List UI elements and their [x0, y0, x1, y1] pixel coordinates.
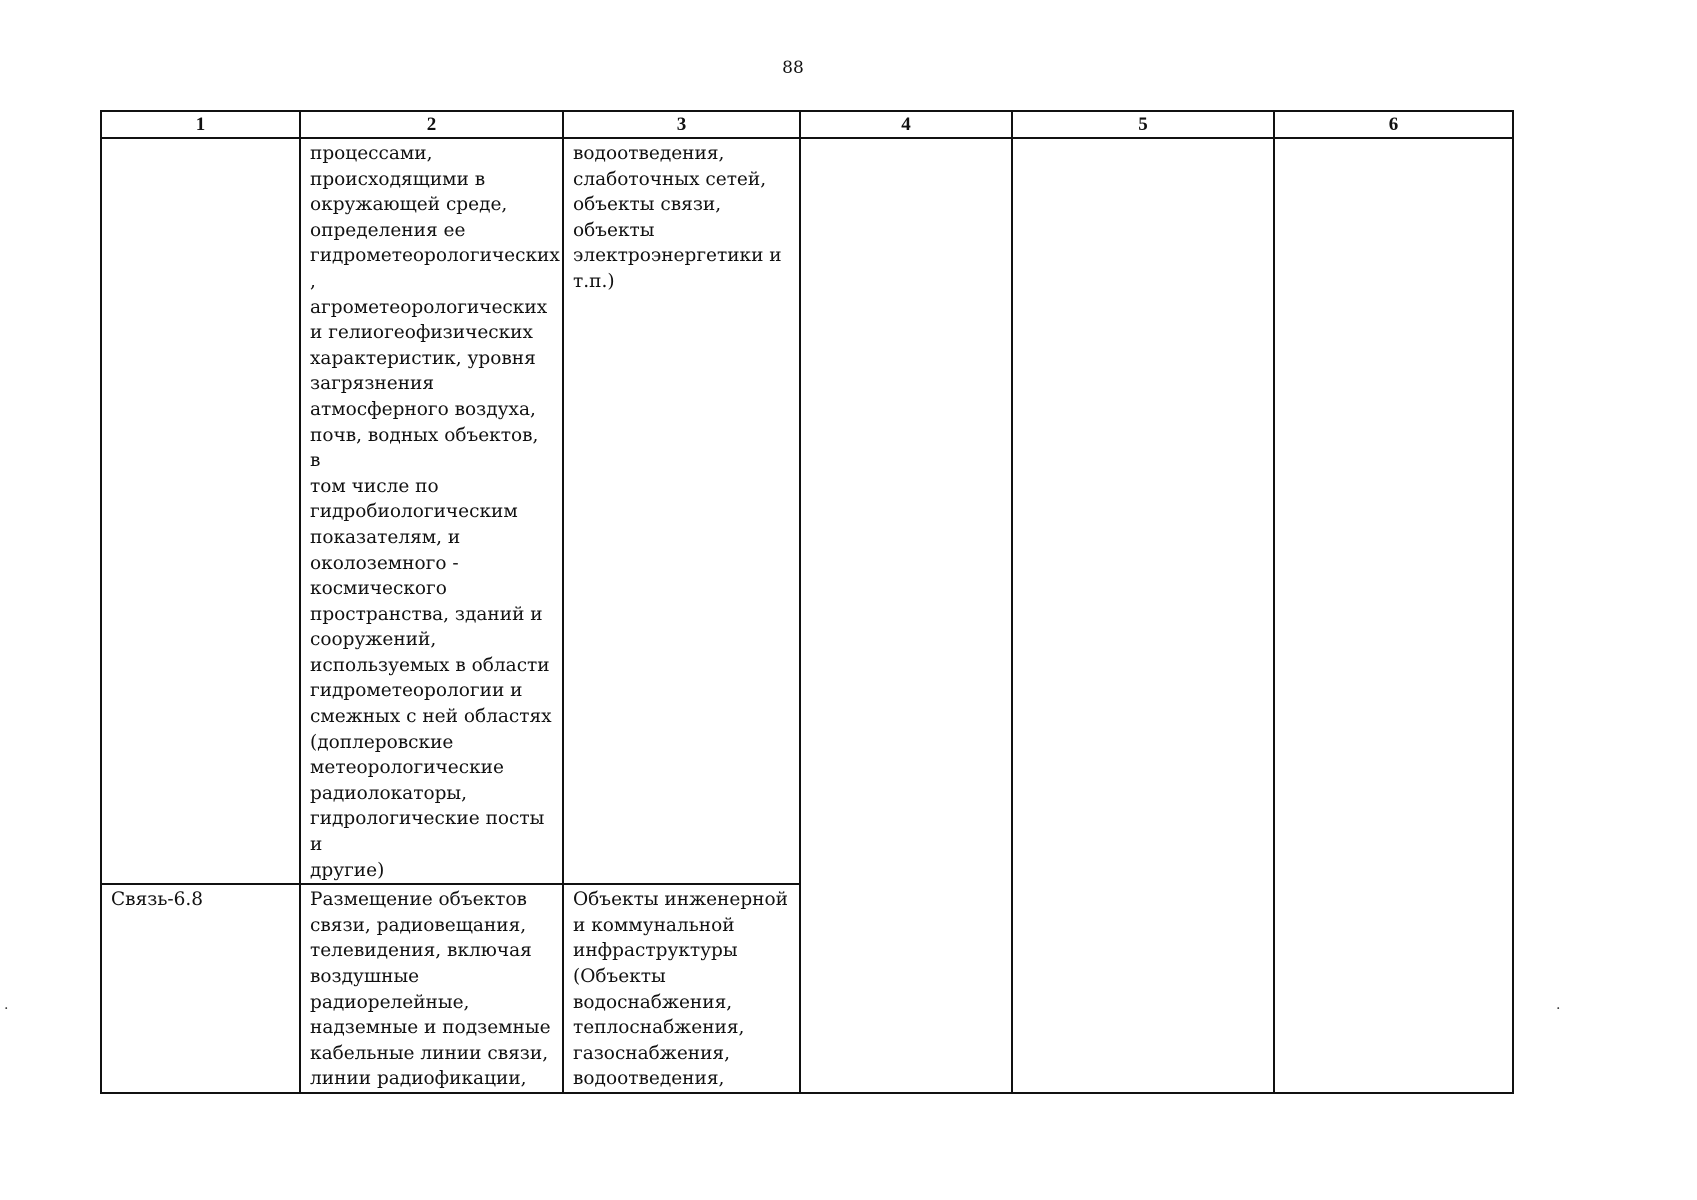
column-header-6: 6 — [1274, 111, 1513, 138]
cell-text: процессами, происходящими в окружающей среде, определения ее гидрометеорологических , агрометеорологических и гелиогеофизических характеристик, уровня загрязнения атмосферного воздуха, почв, водных объектов, в том числе по гидробиологическим показателям, и околоземного - космического пространства, зданий и сооружений, используемых в области гидрометеорологии и смежных с ней областях (доплеровские метеорологические радиолокаторы, гидрологические посты и другие) — [310, 143, 560, 881]
cell-text — [102, 139, 299, 141]
table-cell-objects — [563, 138, 800, 884]
column-header-3: 3 — [563, 111, 800, 138]
column-header-5: 5 — [1012, 111, 1274, 138]
column-header-4: 4 — [800, 111, 1012, 138]
table-cell-code — [101, 884, 300, 1093]
table-cell-objects — [563, 884, 800, 1093]
scan-edge-mark: . — [4, 997, 9, 1013]
cell-text: Размещение объектов связи, радиовещания, телевидения, включая воздушные радиорелейные, надземные и подземные кабельные линии связи, линии радиофикации, — [310, 889, 551, 1090]
cell-text: водоотведения, слаботочных сетей, объекты связи, объекты электроэнергетики и т.п.) — [573, 143, 782, 292]
column-header-1: 1 — [101, 111, 300, 138]
table-cell-col6 — [1274, 138, 1513, 1093]
scan-edge-mark: . — [1556, 997, 1561, 1013]
cell-text: Связь-6.8 — [111, 889, 204, 911]
table-cell-description — [300, 884, 563, 1093]
table-row — [101, 138, 1513, 884]
table-cell-col4 — [800, 138, 1012, 1093]
cell-text: Объекты инженерной и коммунальной инфраструктуры (Объекты водоснабжения, теплоснабжения, газоснабжения, водоотведения, — [573, 889, 788, 1090]
page-number: 88 — [782, 58, 804, 78]
table-cell-description — [300, 138, 563, 884]
zoning-table — [100, 110, 1514, 1094]
column-header-2: 2 — [300, 111, 563, 138]
table-cell-col5 — [1012, 138, 1274, 1093]
table-header-row — [101, 111, 1513, 138]
table-cell-code — [101, 138, 300, 884]
